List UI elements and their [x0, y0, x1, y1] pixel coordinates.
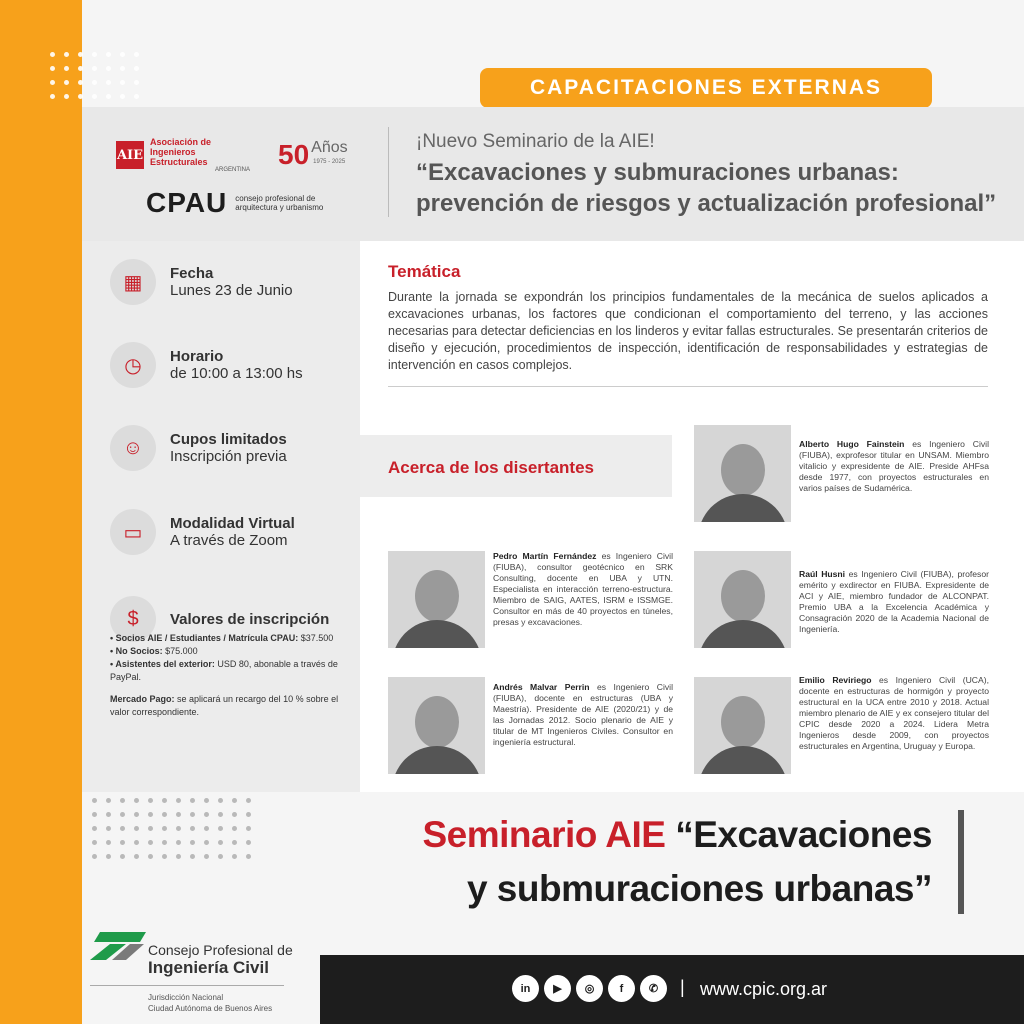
info-title: Modalidad Virtual	[170, 515, 295, 532]
cpic-sub-line: Jurisdicción Nacional	[148, 993, 224, 1002]
speakers-heading: Acerca de los disertantes	[388, 458, 594, 477]
cpic-jurisdiction	[148, 992, 272, 1014]
people-icon: ☺	[110, 425, 156, 471]
info-title: Fecha	[170, 265, 214, 282]
decorative-dots-bottom	[92, 798, 251, 859]
calendar-icon: ▦	[110, 259, 156, 305]
price-label: • No Socios:	[110, 646, 163, 656]
headline-bar	[958, 810, 964, 914]
social-links	[512, 975, 667, 1002]
youtube-icon[interactable]: ▶	[544, 975, 571, 1002]
speaker-photo	[694, 551, 791, 648]
monitor-icon: ▭	[110, 509, 156, 555]
speaker-bio	[799, 439, 989, 494]
speaker-bio	[493, 682, 673, 748]
speaker-name: Alberto Hugo Fainstein	[799, 439, 905, 449]
speaker-text: es Ingeniero Civil (FIUBA), docente en estructuras (UBA y Maestría). Presidente de AIE (2020/21) y de las Jornadas 2012. Socio plenario de AIE y titular de MT Ingenieros Civiles. Consultor en ingeniería estructural.	[493, 682, 673, 747]
headline-red: Seminario AIE	[422, 814, 666, 855]
price-label: • Socios AIE / Estudiantes / Matrícula CPAU:	[110, 633, 299, 643]
cpau-logo	[146, 187, 329, 219]
orange-side-bar	[0, 0, 82, 1024]
speaker-photo	[388, 677, 485, 774]
speaker-name: Raúl Husni	[799, 569, 846, 579]
cpau-subtitle: consejo profesional de arquitectura y urbanismo	[235, 194, 324, 212]
speaker-text: es Ingeniero Civil (FIUBA), profesor emérito y exdirector en FIUBA. Expresidente de ACI y AIE, miembro fundador de ALCONPAT. Premio UBA a la Excelencia Académica y Consagración 2020 de la Academia Nacional de Ingeniería.	[799, 569, 989, 634]
info-item-seats	[110, 425, 287, 471]
aie-country: ARGENTINA	[214, 167, 250, 173]
poster-header	[82, 107, 1024, 241]
aie-name: Asociación de Ingenieros Estructurales	[150, 137, 212, 167]
fifty-word: Años	[311, 139, 348, 156]
instagram-icon[interactable]: ◎	[576, 975, 603, 1002]
info-text: de 10:00 a 13:00 hs	[170, 365, 303, 382]
info-text: Lunes 23 de Junio	[170, 282, 293, 299]
headline-line2: y submuraciones urbanas”	[466, 868, 932, 909]
speaker-name: Pedro Martín Fernández	[493, 551, 597, 561]
cpic-mark-icon	[90, 930, 146, 974]
speaker-name: Andrés Malvar Perrin	[493, 682, 590, 692]
info-title: Horario	[170, 348, 224, 365]
price-list	[110, 632, 360, 719]
speaker-bio	[493, 551, 673, 628]
speaker-text: es Ingeniero Civil (FIUBA), exprofesor titular en UNSAM. Miembro vitalicio y expresidente de AIE. Preside AHFsa desde 1977, con proyectos estructurales en varios países de Sudamérica.	[799, 439, 990, 493]
info-text: A través de Zoom	[170, 532, 288, 549]
whatsapp-icon[interactable]: ✆	[640, 975, 667, 1002]
speaker-name: Emilio Reviriego	[799, 675, 872, 685]
fifty-years-badge	[278, 139, 348, 171]
speaker-photo	[694, 425, 791, 522]
aie-mark-icon: AIE	[116, 141, 144, 169]
price-value: USD 80, abonable a través de PayPal.	[110, 659, 338, 682]
fifty-years-range: 1975 - 2025	[313, 159, 346, 165]
headline	[232, 808, 932, 916]
cpic-name-bold: Ingeniería Civil	[148, 958, 269, 977]
price-label: Mercado Pago:	[110, 694, 175, 704]
price-value: $75.000	[162, 646, 198, 656]
info-item-time	[110, 342, 303, 388]
footer-separator: |	[680, 977, 685, 997]
linkedin-icon[interactable]: in	[512, 975, 539, 1002]
tematica-text: Durante la jornada se expondrán los principios fundamentales de la mecánica de suelos aplicados a excavaciones urbanas, los factores que condicionan el comportamiento del terreno, y las acciones necesarias para detectar deficiencias en los linderos y evitar fallas estructurales. Se presentarán criterios de diseño y ejecución, procedimientos de inspección, identificación de responsabilidades y estrategias de intervención en casos complejos.	[388, 290, 988, 372]
seminar-announcement: ¡Nuevo Seminario de la AIE!	[416, 131, 655, 152]
fifty-number: 50	[278, 139, 310, 170]
money-icon: $	[110, 596, 156, 642]
headline-black: “Excavaciones	[665, 814, 932, 855]
header-divider	[388, 127, 389, 217]
info-text: Inscripción previa	[170, 448, 287, 465]
speaker-photo	[388, 551, 485, 648]
speaker-text: es Ingeniero Civil (UCA), docente en estructuras de hormigón y proyecto estructural en la UCA entre 2010 y 2018. Actual miembro plenario de AIE y ex consejero titular del CPIC desde 2020 a 2024. Lidera Metra Ingenieros desde 2009, con proyectos estructurales en Argentina, Uruguay y Europa.	[799, 675, 989, 751]
website-link[interactable]: www.cpic.org.ar	[700, 979, 828, 999]
clock-icon: ◷	[110, 342, 156, 388]
section-divider	[388, 386, 988, 387]
cpic-sub-line: Ciudad Autónoma de Buenos Aires	[148, 1004, 273, 1013]
cpic-name: Consejo Profesional de	[148, 942, 293, 958]
seminar-poster	[82, 107, 1024, 792]
speaker-photo	[694, 677, 791, 774]
price-value: se aplicará un recargo del 10 % sobre el valor correspondiente.	[110, 694, 339, 717]
cpau-wordmark: CPAU	[146, 187, 228, 218]
info-title: Cupos limitados	[170, 431, 287, 448]
price-label: • Asistentes del exterior:	[110, 659, 215, 669]
info-title: Valores de inscripción	[170, 610, 330, 628]
price-value: $37.500	[298, 633, 334, 643]
info-item-mode	[110, 509, 295, 555]
category-tag: CAPACITACIONES EXTERNAS	[480, 68, 932, 108]
facebook-icon[interactable]: f	[608, 975, 635, 1002]
speaker-bio	[799, 675, 989, 752]
speaker-text: es Ingeniero Civil (FIUBA), consultor geotécnico en SRK Consulting, docente en UBA y UTN. Especialista en interacción terreno-estructura. Miembro de SAIG, AATES, ISRM e ISSMGE. Consultor en más de 40 proyectos en túneles, presas y excavaciones.	[493, 551, 674, 627]
speaker-bio	[799, 569, 989, 635]
aie-logo	[116, 137, 250, 173]
decorative-dots-top	[50, 52, 139, 99]
footer-bar	[320, 955, 1024, 1024]
cpic-divider	[90, 985, 284, 986]
tematica-heading: Temática	[388, 262, 461, 281]
info-item-date	[110, 259, 293, 305]
seminar-title: “Excavaciones y submuraciones urbanas: prevención de riesgos y actualización profesional”	[416, 159, 997, 217]
